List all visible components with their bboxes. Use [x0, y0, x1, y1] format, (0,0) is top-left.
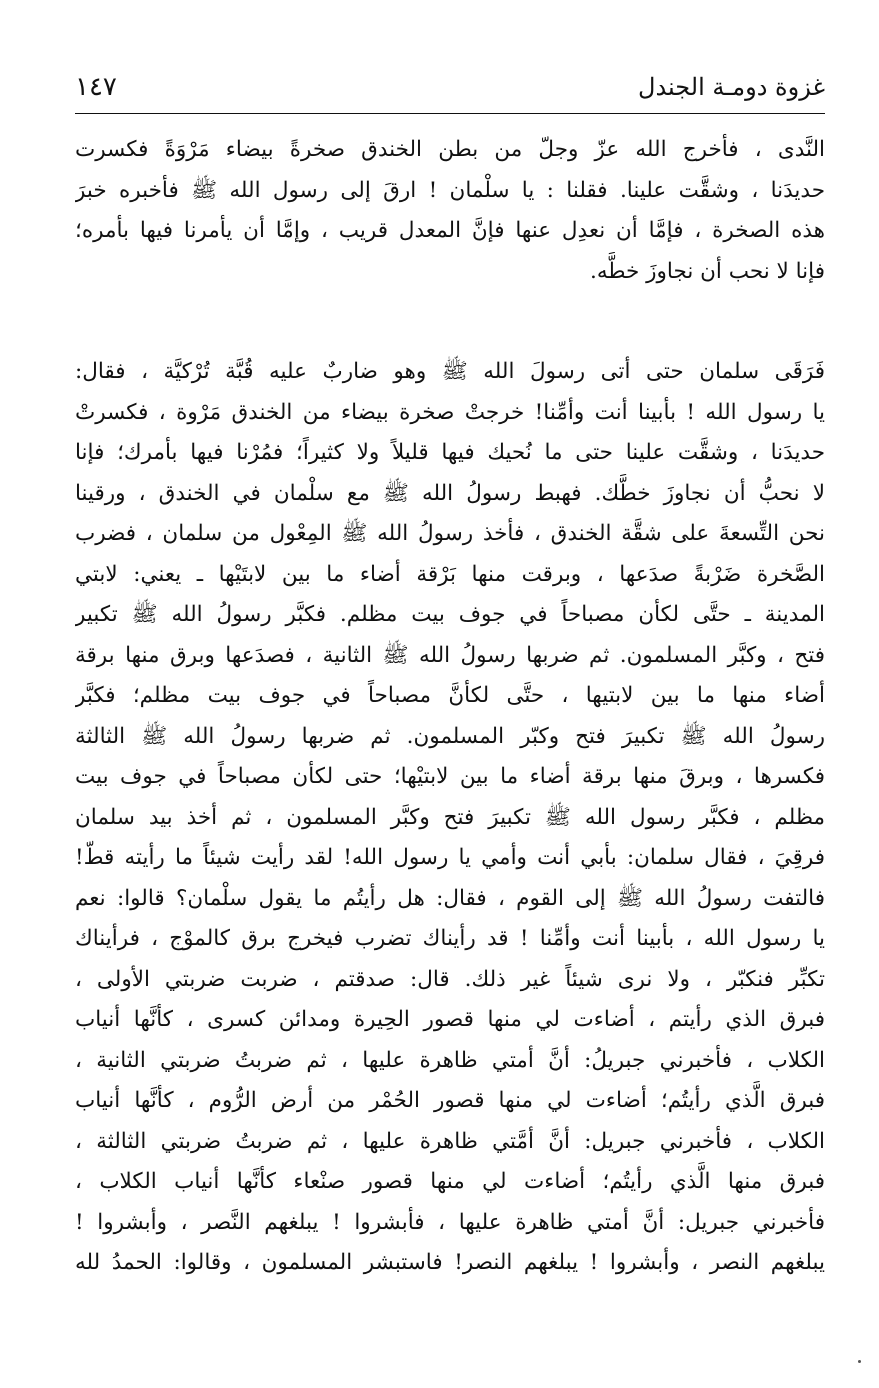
text-line: فأخبرني جبريل: أنَّ أمتي ظاهرة عليها ، فأبشروا ! يبلغهم النَّصر ، وأبشروا ! — [75, 1209, 825, 1235]
text-line: فبرق الذي رأيتم ، أضاءت لي منها قصور الحِيرة ومدائن كسرى ، كأنَّها أنياب — [75, 1007, 825, 1032]
text-line: تكبِّر فنكبّر ، ولا نرى شيئاً غير ذلك. قال: صدقتم ، ضربت ضربتي الأولى ، — [75, 966, 825, 992]
text-line: لا نحبُّ أن نجاوزَ خطَّك. فهبط رسولُ الله ﷺ مع سلْمان في الخندق ، ورقينا — [75, 480, 825, 506]
scan-speck — [858, 1360, 861, 1363]
page-header — [75, 70, 825, 110]
text-line: يا رسول الله ! بأبينا أنت وأمِّنا! خرجتْ صخرة بيضاء من الخندق مَرْوة ، فكسرتْ — [75, 399, 825, 425]
text-line: هذه الصخرة ، فإمَّا أن نعدِل عنها فإنَّ المعدل قريب ، وإمَّا أن يأمرنا فيها بأمره؛ — [75, 218, 825, 243]
text-line: أضاء منها ما بين لابتيها ، حتَّى لكأنَّ مصباحاً في جوف بيت مظلم؛ فكبَّر — [75, 683, 825, 708]
text-line: حديدَنا ، وشقَّت علينا حتى ما نُحيك فيها قليلاً ولا كثيراً؛ فمُرْنا فيها بأمرك؛ فإنا — [75, 440, 825, 465]
text-line: الكلاب ، فأخبرني جبريل: أنَّ أمَّتي ظاهرة عليها ، ثم ضربتُ ضربتي الثالثة ، — [75, 1128, 825, 1154]
text-line: فتح ، وكبَّر المسلمون. ثم ضربها رسولُ الله ﷺ الثانية ، فصدَعها وبرق منها برقة — [75, 642, 825, 668]
text-line: فبرق الَّذي رأيتُم؛ أضاءت لي منها قصور الحُمْر من أرض الرُّوم ، كأنَّها أنياب — [75, 1088, 825, 1113]
text-line: فَرَقَى سلمان حتى أتى رسولَ الله ﷺ وهو ضاربٌ عليه قُبَّة تُرْكيَّة ، فقال: — [75, 359, 825, 384]
text-line: يبلغهم النصر ، وأبشروا ! يبلغهم النصر! فاستبشر المسلمون ، وقالوا: الحمدُ لله — [75, 1250, 825, 1275]
text-line: رسولُ الله ﷺ تكبيرَ فتح وكبّر المسلمون. ثم ضربها رسولُ الله ﷺ الثالثة — [75, 723, 825, 749]
text-line: النَّدى ، فأخرج الله عزّ وجلّ من بطن الخندق صخرةً بيضاء مَرْوَةً فكسرت — [75, 137, 825, 162]
text-line: نحن التِّسعةَ على شقَّة الخندق ، فأخذ رسولُ الله ﷺ المِعْول من سلمان ، فضرب — [75, 521, 825, 546]
text-line: المدينة ـ حتَّى لكأن مصباحاً في جوف بيت مظلم. فكبَّر رسولُ الله ﷺ تكبير — [75, 602, 825, 627]
paragraph-1 — [75, 130, 825, 292]
text-line: فإنا لا نحب أن نجاوزَ خطَّه. — [590, 258, 825, 284]
text-line: حديدَنا ، وشقَّت علينا. فقلنا : يا سلْمان ! ارقَ إلى رسول الله ﷺ فأخبره خبرَ — [75, 177, 825, 203]
text-line: الكلاب ، فأخبرني جبريلُ: أنَّ أمتي ظاهرة عليها ، ثم ضربتُ ضربتي الثانية ، — [75, 1047, 825, 1073]
page-number: ١٤٧ — [75, 72, 117, 102]
paragraph-2 — [75, 352, 825, 1284]
text-line: فالتفت رسولُ الله ﷺ إلى القوم ، فقال: هل رأيتُم ما يقول سلْمان؟ قالوا: نعم — [75, 885, 825, 911]
text-line: مظلم ، فكبَّر رسول الله ﷺ تكبيرَ فتح وكبَّر المسلمون ، ثم أخذ بيد سلمان — [75, 804, 825, 830]
text-line: فبرق منها الَّذي رأيتُم؛ أضاءت لي منها قصور صنْعاء كأنَّها أنياب الكلاب ، — [75, 1169, 825, 1194]
text-line: فكسرها ، وبرقَ منها برقة أضاء ما بين لابتيْها؛ حتى لكأن مصباحاً في جوف بيت — [75, 764, 825, 789]
header-divider — [75, 113, 825, 114]
text-line: يا رسول الله ، بأبينا أنت وأمِّنا ! قد رأيناك تضرب فيخرج برق كالموْج ، فرأيناك — [75, 926, 825, 951]
text-line: الصَّخرة ضَرْبةً صدَعها ، وبرقت منها بَرْقة أضاء ما بين لابتَيْها ـ يعني: لابتي — [75, 561, 825, 587]
running-title: غزوة دومـة الجندل — [638, 73, 825, 101]
text-line: فرقِيَ ، فقال سلمان: بأبي أنت وأمي يا رسول الله! لقد رأيت شيئاً ما رأيته قطّ! — [75, 845, 825, 870]
